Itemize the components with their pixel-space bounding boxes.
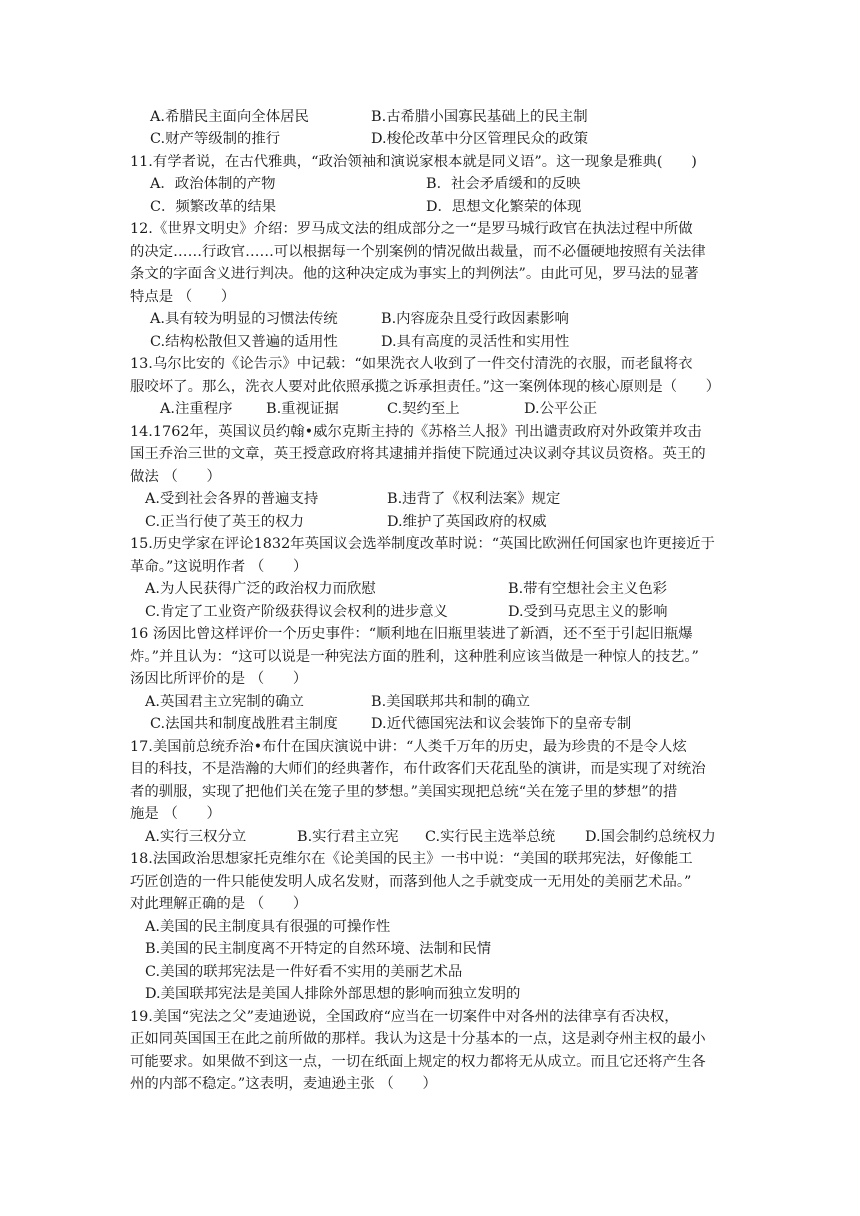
q18-option-d: D.美国联邦宪法是美国人排除外部思想的影响而独立发明的: [145, 986, 521, 1002]
q12-option-b: B.内容庞杂且受行政因素影响: [381, 311, 569, 327]
q15-stem-line-1: 15.历史学家在评论1832年英国议会选举制度改革时说：“英国比欧洲任何国家也许更接近于: [130, 536, 715, 552]
q19-stem-line-3: 可能要求。如果做不到这一点，一切在纸面上规定的权力都将无从成立。而且它还将产生各: [130, 1054, 706, 1070]
q17-option-d: D.国会制约总统权力: [585, 829, 716, 845]
q15-option-a: A.为人民获得广泛的政治权力而欣慰: [145, 581, 376, 597]
q13-option-a: A.注重程序: [160, 401, 233, 417]
q13-stem-line-2: 服咬坏了。那么，洗衣人要对此依照承揽之诉承担责任。”这一案例体现的核心原则是（ ）: [130, 379, 721, 395]
q15-option-b: B.带有空想社会主义色彩: [508, 581, 668, 597]
q10-option-b: B.古希腊小国寡民基础上的民主制: [371, 109, 588, 125]
q18-stem-line-3: 对此理解正确的是 （ ）: [130, 896, 308, 912]
q14-stem-line-3: 做法 （ ）: [130, 469, 221, 485]
q12-stem-line-1: 12.《世界文明史》介绍：罗马成文法的组成部分之一“是罗马城行政官在执法过程中所做: [130, 221, 693, 237]
q17-stem-line-1: 17.美国前总统乔治•布什在国庆演说中讲：“人类千万年的历史，最为珍贵的不是令人炫: [130, 739, 687, 755]
q10-option-a: A.希腊民主面向全体居民: [150, 109, 309, 125]
q17-stem-line-3: 者的驯服，实现了把他们关在笼子里的梦想。”美国实现把总统“关在笼子里的梦想”的措: [130, 784, 678, 800]
q14-option-d: D.维护了英国政府的权威: [387, 514, 547, 530]
q16-option-b: B.美国联邦共和制的确立: [371, 694, 531, 710]
q16-stem-line-3: 汤因比所评价的是 （ ）: [130, 671, 308, 687]
q18-stem-line-2: 巧匠创造的一件只能使发明人成名发财，而落到他人之手就变成一无用处的美丽艺术品。”: [130, 874, 692, 890]
q19-stem-line-1: 19.美国“宪法之父”麦迪逊说，全国政府“应当在一切案件中对各州的法律享有否决权，: [130, 1009, 679, 1025]
q18-option-a: A.美国的民主制度具有很强的可操作性: [145, 919, 391, 935]
q16-stem-line-1: 16 汤因比曾这样评价一个历史事件：“顺利地在旧瓶里装进了新酒，还不至于引起旧瓶爆: [130, 626, 693, 642]
q12-option-d: D.具有高度的灵活性和实用性: [381, 334, 570, 350]
q10-option-c: C.财产等级制的推行: [150, 131, 281, 147]
q15-stem-line-2: 革命。”这说明作者 （ ）: [130, 559, 308, 575]
q16-stem-line-2: 炸。”并且认为：“这可以说是一种宪法方面的胜利，这种胜利应该当做是一种惊人的技艺。”: [130, 649, 699, 665]
q15-option-c: C.肯定了工业资产阶级获得议会权利的进步意义: [145, 604, 448, 620]
q16-option-d: D.近代德国宪法和议会装饰下的皇帝专制: [371, 716, 632, 732]
q12-stem-line-3: 条文的字面含义进行判决。他的这种决定成为事实上的判例法”。由此可见，罗马法的显著: [130, 266, 699, 282]
q14-stem-line-1: 14.1762年，英国议员约翰•威尔克斯主持的《苏格兰人报》刊出谴责政府对外政策并攻击: [130, 424, 702, 440]
q16-option-a: A.英国君主立宪制的确立: [145, 694, 304, 710]
q18-option-c: C.美国的联邦宪法是一件好看不实用的美丽艺术品: [145, 964, 463, 980]
q17-stem-line-4: 施是 （ ）: [130, 806, 221, 822]
q18-stem-line-1: 18.法国政治思想家托克维尔在《论美国的民主》一书中说：“美国的联邦宪法，好像能工: [130, 851, 693, 867]
q12-stem-line-2: 的决定……行政官……可以根据每一个别案例的情况做出裁量，而不必僵硬地按照有关法律: [130, 244, 706, 260]
q10-option-d: D.梭伦改革中分区管理民众的政策: [371, 131, 589, 147]
q14-option-c: C.正当行使了英王的权力: [145, 514, 304, 530]
q14-stem-line-2: 国王乔治三世的文章，英王授意政府将其逮捕并指使下院通过决议剥夺其议员资格。英王的: [130, 446, 706, 462]
q13-option-c: C.契约至上: [387, 401, 460, 417]
q11-option-c: C．频繁改革的结果: [150, 199, 277, 215]
q17-option-b: B.实行君主立宪: [297, 829, 399, 845]
q13-option-d: D.公平公正: [524, 401, 598, 417]
q19-stem-line-4: 州的内部不稳定。”这表明，麦迪逊主张 （ ）: [130, 1076, 437, 1092]
q13-option-b: B.重视证据: [266, 401, 339, 417]
q16-option-c: C.法国共和制度战胜君主制度: [150, 716, 338, 732]
q17-option-c: C.实行民主选举总统: [425, 829, 556, 845]
q13-stem-line-1: 13.乌尔比安的《论告示》中记载：“如果洗衣人收到了一件交付清洗的衣服，而老鼠将衣: [130, 356, 693, 372]
q12-option-c: C.结构松散但又普遍的适用性: [150, 334, 338, 350]
q12-option-a: A.具有较为明显的习惯法传统: [150, 311, 338, 327]
q18-option-b: B.美国的民主制度离不开特定的自然环境、法制和民情: [145, 941, 492, 957]
q14-option-a: A.受到社会各界的普遍支持: [145, 491, 319, 507]
q17-option-a: A.实行三权分立: [145, 829, 247, 845]
q19-stem-line-2: 正如同英国国王在此之前所做的那样。我认为这是十分基本的一点，这是剥夺州主权的最小: [130, 1031, 706, 1047]
q14-option-b: B.违背了《权利法案》规定: [387, 491, 561, 507]
q11-option-b: B．社会矛盾缓和的反映: [426, 176, 581, 192]
q11-option-a: A．政治体制的产物: [150, 176, 276, 192]
q11-option-d: D．思想文化繁荣的体现: [426, 199, 582, 215]
q15-option-d: D.受到马克思主义的影响: [508, 604, 668, 620]
q11-stem: 11.有学者说，在古代雅典，“政治领袖和演说家根本就是同义语”。这一现象是雅典( ): [130, 154, 697, 170]
q12-stem-line-4: 特点是 （ ）: [130, 289, 236, 305]
q17-stem-line-2: 目的科技，不是浩瀚的大师们的经典著作，布什政客们天花乱坠的演讲，而是实现了对统治: [130, 761, 706, 777]
